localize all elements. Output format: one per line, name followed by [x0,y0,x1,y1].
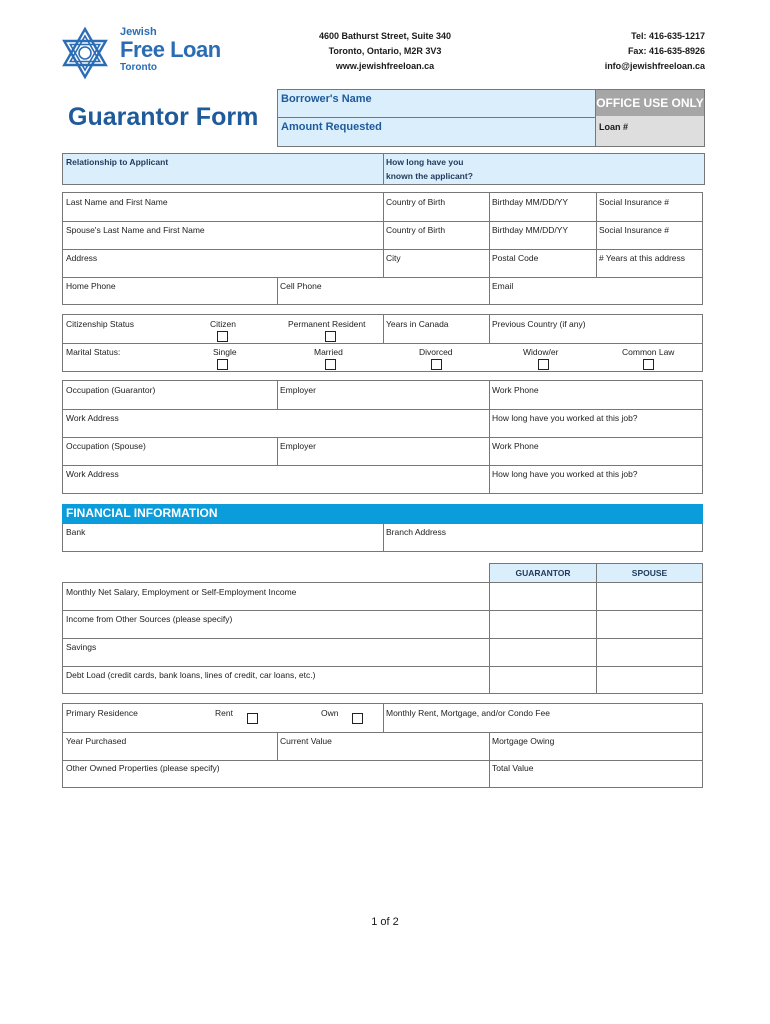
page-title: Guarantor Form [68,103,259,131]
married-checkbox[interactable] [325,359,336,370]
spouse-name-field[interactable]: Spouse's Last Name and First Name [66,225,205,235]
spouse-column-header: SPOUSE [596,563,703,583]
fax: Fax: 416-635-8926 [627,46,705,56]
personal-info-grid [62,192,703,305]
rent-checkbox[interactable] [247,713,258,724]
widow-checkbox[interactable] [538,359,549,370]
relationship-field[interactable]: Relationship to Applicant [66,157,169,167]
financial-grid [62,582,703,694]
relationship-box [62,153,705,185]
years-at-address-field[interactable]: # Years at this address [599,253,686,263]
page-number: 1 of 2 [371,916,399,928]
own-checkbox[interactable] [352,713,363,724]
occupation-guarantor-field[interactable]: Occupation (Guarantor) [66,385,156,395]
known-duration-line2: known the applicant? [386,171,473,181]
permanent-resident-label: Permanent Resident [288,319,366,329]
primary-residence-label: Primary Residence [66,708,138,718]
permanent-resident-checkbox[interactable] [325,331,336,342]
amount-requested-field[interactable]: Amount Requested [281,121,382,133]
telephone: Tel: 416-635-1217 [631,31,705,41]
status-grid [62,314,703,372]
single-label: Single [213,347,237,357]
spouse-sin-field[interactable]: Social Insurance # [599,225,669,235]
year-purchased-field[interactable]: Year Purchased [66,736,127,746]
current-value-field[interactable]: Current Value [280,736,332,746]
home-phone-field[interactable]: Home Phone [66,281,116,291]
guarantor-column-header: GUARANTOR [489,563,597,583]
org-contact [540,29,705,74]
logo-wordmark [120,27,221,73]
rent-label: Rent [215,708,233,718]
last-first-name-field[interactable]: Last Name and First Name [66,197,168,207]
loan-number-field: Loan # [599,122,629,132]
financial-section-header [62,504,703,523]
marital-status-label: Marital Status: [66,347,121,357]
city-field[interactable]: City [386,253,401,263]
own-label: Own [321,708,339,718]
widow-label: Widow/er [523,347,559,357]
total-value-field[interactable]: Total Value [492,763,534,773]
branch-address-field[interactable]: Branch Address [386,527,447,537]
occupation-spouse-field[interactable]: Occupation (Spouse) [66,441,146,451]
employer-guarantor-field[interactable]: Employer [280,385,316,395]
office-use-header: OFFICE USE ONLY [596,90,704,116]
work-address-guarantor-field[interactable]: Work Address [66,413,119,423]
savings-row: Savings [66,642,97,652]
postal-code-field[interactable]: Postal Code [492,253,539,263]
bank-field[interactable]: Bank [66,527,86,537]
financial-section-title: FINANCIAL INFORMATION [66,506,218,520]
spouse-birthday-field[interactable]: Birthday MM/DD/YY [492,225,569,235]
mortgage-owing-field[interactable]: Mortgage Owing [492,736,555,746]
other-properties-field[interactable]: Other Owned Properties (please specify) [66,763,220,773]
other-income-row: Income from Other Sources (please specify) [66,614,233,624]
logo-line-toronto: Toronto [120,62,158,73]
known-duration-line1[interactable]: How long have you [386,157,464,167]
address-street: 4600 Bathurst Street, Suite 340 [318,31,452,41]
residence-grid [62,703,703,788]
country-of-birth-field[interactable]: Country of Birth [386,197,446,207]
common-law-label: Common Law [622,347,675,357]
years-in-canada-field[interactable]: Years in Canada [386,319,449,329]
monthly-housing-cost-field[interactable]: Monthly Rent, Mortgage, and/or Condo Fee [386,708,550,718]
citizen-checkbox[interactable] [217,331,228,342]
work-phone-spouse-field[interactable]: Work Phone [492,441,539,451]
previous-country-field[interactable]: Previous Country (if any) [492,319,586,329]
email-field[interactable]: Email [492,281,514,291]
office-use-box [595,89,705,147]
work-address-spouse-field[interactable]: Work Address [66,469,119,479]
website-link[interactable]: www.jewishfreeloan.ca [335,61,435,71]
work-phone-guarantor-field[interactable]: Work Phone [492,385,539,395]
cell-phone-field[interactable]: Cell Phone [280,281,322,291]
borrower-name-field[interactable]: Borrower's Name [281,93,372,105]
single-checkbox[interactable] [217,359,228,370]
debt-load-row: Debt Load (credit cards, bank loans, lines of credit, car loans, etc.) [66,670,316,680]
common-law-checkbox[interactable] [643,359,654,370]
divorced-checkbox[interactable] [431,359,442,370]
sin-field[interactable]: Social Insurance # [599,197,669,207]
org-address [300,29,470,74]
job-duration-guarantor-field[interactable]: How long have you worked at this job? [492,413,638,423]
birthday-field[interactable]: Birthday MM/DD/YY [492,197,569,207]
logo-line-free-loan: Free Loan [120,37,221,62]
email-link[interactable]: info@jewishfreeloan.ca [604,61,705,71]
job-duration-spouse-field[interactable]: How long have you worked at this job? [492,469,638,479]
address-city: Toronto, Ontario, M2R 3V3 [328,46,442,56]
divorced-label: Divorced [419,347,453,357]
spouse-country-field[interactable]: Country of Birth [386,225,446,235]
address-field[interactable]: Address [66,253,98,263]
borrower-box [277,89,597,147]
monthly-income-row: Monthly Net Salary, Employment or Self-Employment Income [66,587,297,597]
bank-row [62,523,703,552]
citizenship-status-label: Citizenship Status [66,319,135,329]
employer-spouse-field[interactable]: Employer [280,441,316,451]
citizen-label: Citizen [210,319,236,329]
employment-grid [62,380,703,494]
logo-line-jewish: Jewish [120,26,157,38]
married-label: Married [314,347,343,357]
